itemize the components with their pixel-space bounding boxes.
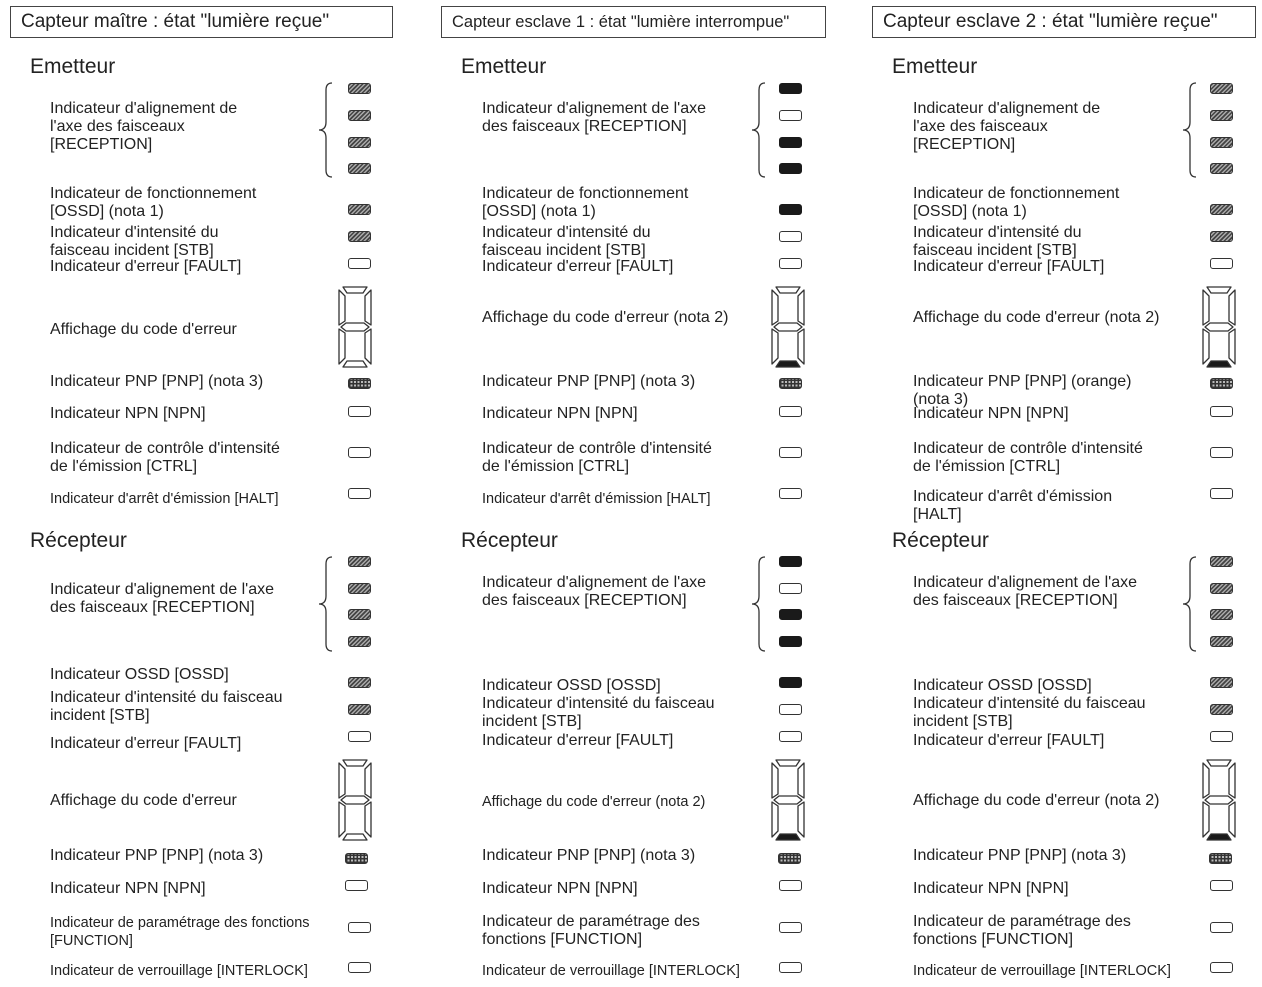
receiver-ossd-label: Indicateur OSSD [OSSD] [913, 677, 1092, 694]
segment-ul [1203, 763, 1209, 798]
segment-top [776, 287, 800, 293]
emitter-ossd-label: Indicateur de fonctionnement [OSSD] (nota 1) [913, 185, 1120, 220]
receiver-reception-brace [751, 556, 767, 652]
segment-lr [798, 329, 804, 364]
receiver-stb-led [348, 704, 371, 715]
segment-top [343, 287, 367, 293]
emitter-pnp-led [348, 378, 371, 389]
emitter-fault-label: Indicateur d'erreur [FAULT] [482, 258, 674, 275]
segment-bottom [1207, 834, 1231, 840]
segment-mid [1205, 796, 1233, 804]
segment-top [1207, 287, 1231, 293]
emitter-fault-led [348, 258, 371, 269]
receiver-function-label: Indicateur de paramétrage des fonctions [FUNCTION] [50, 915, 310, 949]
receiver-interlock-label: Indicateur de verrouillage [INTERLOCK] [50, 963, 308, 979]
emitter-reception-led-1 [779, 83, 802, 94]
emitter-reception-led-2 [348, 110, 371, 121]
emitter-halt-led [779, 488, 802, 499]
segment-ul [1203, 290, 1209, 325]
emitter-heading: Emetteur [461, 55, 547, 78]
receiver-pnp-led [345, 853, 368, 864]
receiver-fault-led [779, 731, 802, 742]
receiver-fault-led [348, 731, 371, 742]
emitter-error-label: Affichage du code d'erreur [50, 321, 237, 338]
receiver-pnp-label: Indicateur PNP [PNP] (nota 3) [482, 847, 696, 864]
receiver-stb-led [1210, 704, 1233, 715]
emitter-error-display [767, 284, 809, 370]
receiver-reception-label: Indicateur d'alignement de l'axe des faisceaux [RECEPTION] [913, 574, 1138, 609]
emitter-reception-led-4 [348, 163, 371, 174]
segment-ul [772, 763, 778, 798]
emitter-ossd-label: Indicateur de fonctionnement [OSSD] (nota 1) [482, 185, 689, 220]
segment-ur [798, 290, 804, 325]
emitter-fault-label: Indicateur d'erreur [FAULT] [50, 258, 242, 275]
receiver-function-led [779, 922, 802, 933]
receiver-reception-brace [1182, 556, 1198, 652]
emitter-reception-brace [318, 82, 334, 178]
receiver-reception-led-1 [1210, 556, 1233, 567]
receiver-fault-label: Indicateur d'erreur [FAULT] [913, 732, 1105, 749]
receiver-reception-led-1 [779, 556, 802, 567]
receiver-npn-led [345, 880, 368, 891]
segment-mid [774, 323, 802, 331]
segment-ul [772, 290, 778, 325]
emitter-reception-led-3 [1210, 137, 1233, 148]
emitter-halt-led [1210, 488, 1233, 499]
column-title: Capteur maître : état "lumière reçue" [10, 6, 393, 38]
receiver-npn-label: Indicateur NPN [NPN] [50, 880, 206, 897]
emitter-error-label: Affichage du code d'erreur (nota 2) [913, 309, 1160, 326]
emitter-stb-label: Indicateur d'intensité du faisceau incident [STB] [50, 224, 219, 259]
emitter-ossd-led [1210, 204, 1233, 215]
receiver-fault-label: Indicateur d'erreur [FAULT] [50, 735, 242, 752]
column-slave-1 [431, 0, 841, 987]
emitter-ctrl-led [348, 447, 371, 458]
receiver-npn-led [779, 880, 802, 891]
segment-ll [1203, 802, 1209, 837]
segment-top [776, 760, 800, 766]
emitter-reception-label: Indicateur d'alignement de l'axe des faisceaux [RECEPTION] [50, 100, 238, 153]
segment-ll [772, 329, 778, 364]
emitter-heading: Emetteur [30, 55, 116, 78]
receiver-stb-label: Indicateur d'intensité du faisceau incident [STB] [482, 695, 715, 730]
emitter-stb-label: Indicateur d'intensité du faisceau incident [STB] [482, 224, 651, 259]
segment-top [343, 760, 367, 766]
emitter-fault-led [1210, 258, 1233, 269]
emitter-halt-led [348, 488, 371, 499]
emitter-stb-led [779, 231, 802, 242]
receiver-reception-led-1 [348, 556, 371, 567]
receiver-reception-label: Indicateur d'alignement de l'axe des faisceaux [RECEPTION] [482, 574, 707, 609]
receiver-reception-led-4 [779, 636, 802, 647]
receiver-npn-label: Indicateur NPN [NPN] [482, 880, 638, 897]
emitter-reception-led-4 [1210, 163, 1233, 174]
emitter-reception-led-1 [348, 83, 371, 94]
segment-bottom [776, 834, 800, 840]
emitter-npn-led [779, 406, 802, 417]
emitter-halt-label: Indicateur d'arrêt d'émission [HALT] [50, 491, 279, 507]
receiver-ossd-led [348, 677, 371, 688]
segment-ll [339, 802, 345, 837]
emitter-npn-label: Indicateur NPN [NPN] [482, 405, 638, 422]
receiver-error-label: Affichage du code d'erreur [50, 792, 237, 809]
segment-bottom [343, 361, 367, 367]
receiver-heading: Récepteur [461, 529, 558, 552]
segment-ur [1229, 763, 1235, 798]
emitter-ossd-label: Indicateur de fonctionnement [OSSD] (nota 1) [50, 185, 257, 220]
receiver-heading: Récepteur [892, 529, 989, 552]
segment-mid [1205, 323, 1233, 331]
emitter-reception-brace [751, 82, 767, 178]
receiver-reception-led-2 [779, 583, 802, 594]
emitter-reception-led-2 [779, 110, 802, 121]
emitter-ctrl-label: Indicateur de contrôle d'intensité de l'émission [CTRL] [913, 440, 1143, 475]
receiver-error-label: Affichage du code d'erreur (nota 2) [482, 794, 706, 810]
receiver-interlock-label: Indicateur de verrouillage [INTERLOCK] [482, 963, 740, 979]
receiver-stb-led [779, 704, 802, 715]
receiver-reception-led-4 [1210, 636, 1233, 647]
emitter-halt-label: Indicateur d'arrêt d'émission [HALT] [913, 488, 1113, 523]
segment-lr [1229, 329, 1235, 364]
segment-mid [341, 323, 369, 331]
emitter-ossd-led [779, 204, 802, 215]
receiver-error-label: Affichage du code d'erreur (nota 2) [913, 792, 1160, 809]
emitter-reception-led-2 [1210, 110, 1233, 121]
emitter-ctrl-label: Indicateur de contrôle d'intensité de l'émission [CTRL] [50, 440, 280, 475]
emitter-npn-led [1210, 406, 1233, 417]
emitter-pnp-label: Indicateur PNP [PNP] (nota 3) [482, 373, 696, 390]
segment-lr [365, 329, 371, 364]
emitter-error-label: Affichage du code d'erreur (nota 2) [482, 309, 729, 326]
emitter-ctrl-led [779, 447, 802, 458]
emitter-ctrl-led [1210, 447, 1233, 458]
receiver-ossd-label: Indicateur OSSD [OSSD] [50, 666, 229, 683]
receiver-stb-label: Indicateur d'intensité du faisceau incident [STB] [913, 695, 1146, 730]
segment-mid [774, 796, 802, 804]
receiver-reception-led-3 [1210, 609, 1233, 620]
emitter-ctrl-label: Indicateur de contrôle d'intensité de l'émission [CTRL] [482, 440, 712, 475]
emitter-heading: Emetteur [892, 55, 978, 78]
segment-lr [365, 802, 371, 837]
emitter-reception-brace [1182, 82, 1198, 178]
segment-ul [339, 763, 345, 798]
segment-bottom [1207, 361, 1231, 367]
receiver-function-led [348, 922, 371, 933]
emitter-reception-led-1 [1210, 83, 1233, 94]
emitter-error-display [1198, 284, 1240, 370]
emitter-ossd-led [348, 204, 371, 215]
emitter-stb-led [348, 231, 371, 242]
emitter-npn-label: Indicateur NPN [NPN] [913, 405, 1069, 422]
emitter-npn-led [348, 406, 371, 417]
receiver-error-display [334, 757, 376, 843]
column-title: Capteur esclave 2 : état "lumière reçue" [872, 6, 1256, 38]
segment-ur [365, 763, 371, 798]
emitter-reception-label: Indicateur d'alignement de l'axe des faisceaux [RECEPTION] [482, 100, 707, 135]
column-master [0, 0, 410, 987]
segment-bottom [343, 834, 367, 840]
receiver-reception-led-3 [348, 609, 371, 620]
emitter-pnp-label: Indicateur PNP [PNP] (nota 3) [50, 373, 264, 390]
receiver-interlock-led [1210, 962, 1233, 973]
receiver-reception-led-2 [348, 583, 371, 594]
emitter-stb-label: Indicateur d'intensité du faisceau incident [STB] [913, 224, 1082, 259]
emitter-pnp-led [779, 378, 802, 389]
segment-ll [1203, 329, 1209, 364]
segment-ur [798, 763, 804, 798]
receiver-fault-led [1210, 731, 1233, 742]
receiver-function-label: Indicateur de paramétrage des fonctions [FUNCTION] [482, 913, 700, 948]
segment-ll [772, 802, 778, 837]
receiver-stb-label: Indicateur d'intensité du faisceau incident [STB] [50, 689, 283, 724]
segment-lr [798, 802, 804, 837]
segment-bottom [776, 361, 800, 367]
emitter-reception-led-3 [348, 137, 371, 148]
emitter-npn-label: Indicateur NPN [NPN] [50, 405, 206, 422]
receiver-pnp-led [778, 853, 801, 864]
emitter-error-display [334, 284, 376, 370]
receiver-fault-label: Indicateur d'erreur [FAULT] [482, 732, 674, 749]
receiver-heading: Récepteur [30, 529, 127, 552]
column-title: Capteur esclave 1 : état "lumière interrompue" [441, 6, 826, 38]
receiver-reception-led-2 [1210, 583, 1233, 594]
receiver-interlock-led [779, 962, 802, 973]
emitter-reception-label: Indicateur d'alignement de l'axe des faisceaux [RECEPTION] [913, 100, 1101, 153]
receiver-reception-led-4 [348, 636, 371, 647]
emitter-pnp-label: Indicateur PNP [PNP] (orange) (nota 3) [913, 373, 1132, 408]
receiver-ossd-label: Indicateur OSSD [OSSD] [482, 677, 661, 694]
segment-lr [1229, 802, 1235, 837]
receiver-reception-brace [318, 556, 334, 652]
receiver-pnp-led [1209, 853, 1232, 864]
emitter-halt-label: Indicateur d'arrêt d'émission [HALT] [482, 491, 711, 507]
receiver-npn-led [1210, 880, 1233, 891]
receiver-function-label: Indicateur de paramétrage des fonctions [FUNCTION] [913, 913, 1131, 948]
emitter-fault-led [779, 258, 802, 269]
receiver-function-led [1210, 922, 1233, 933]
emitter-stb-led [1210, 231, 1233, 242]
receiver-ossd-led [779, 677, 802, 688]
column-slave-2 [862, 0, 1262, 987]
receiver-ossd-led [1210, 677, 1233, 688]
emitter-fault-label: Indicateur d'erreur [FAULT] [913, 258, 1105, 275]
receiver-npn-label: Indicateur NPN [NPN] [913, 880, 1069, 897]
segment-ur [1229, 290, 1235, 325]
receiver-error-display [767, 757, 809, 843]
receiver-pnp-label: Indicateur PNP [PNP] (nota 3) [913, 847, 1127, 864]
segment-ll [339, 329, 345, 364]
emitter-pnp-led [1210, 378, 1233, 389]
receiver-interlock-led [348, 962, 371, 973]
receiver-reception-led-3 [779, 609, 802, 620]
receiver-interlock-label: Indicateur de verrouillage [INTERLOCK] [913, 963, 1171, 979]
segment-ur [365, 290, 371, 325]
emitter-reception-led-4 [779, 163, 802, 174]
emitter-reception-led-3 [779, 137, 802, 148]
receiver-pnp-label: Indicateur PNP [PNP] (nota 3) [50, 847, 264, 864]
receiver-reception-label: Indicateur d'alignement de l'axe des faisceaux [RECEPTION] [50, 581, 275, 616]
segment-mid [341, 796, 369, 804]
segment-top [1207, 760, 1231, 766]
segment-ul [339, 290, 345, 325]
receiver-error-display [1198, 757, 1240, 843]
